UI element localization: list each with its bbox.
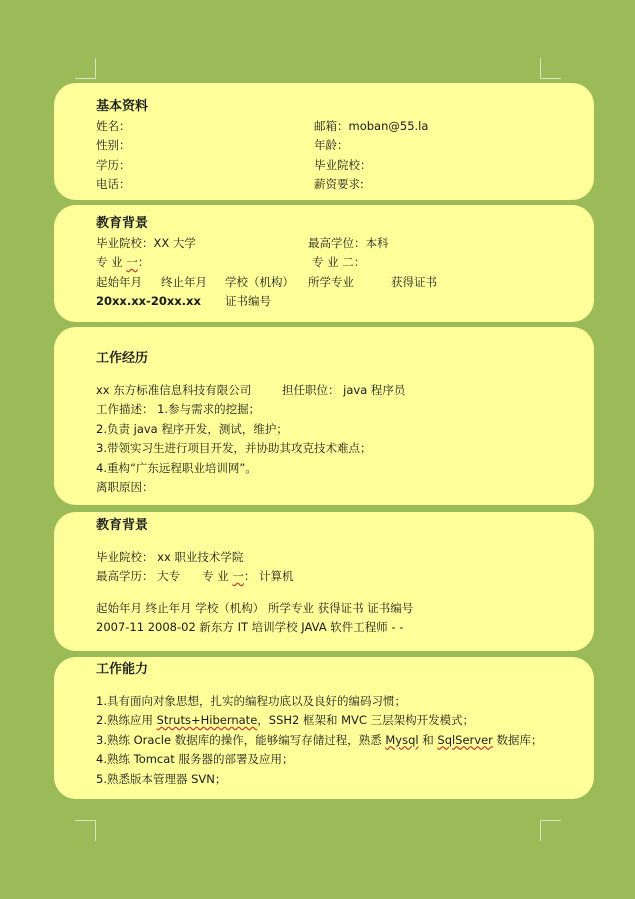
skill-item: 4.熟练 Tomcat 服务器的部署及应用； — [96, 752, 294, 766]
skill-item: 1.具有面向对象思想，扎实的编程功底以及良好的编码习惯； — [96, 693, 406, 708]
school-field: 毕业院校： — [314, 157, 372, 172]
edu2-header-row: 起始年月 终止年月 学校（机构） 所学专业 获得证书 证书编号 — [96, 600, 414, 615]
cert-number: 证书编号 — [225, 294, 271, 308]
col-major: 所学专业 — [308, 274, 354, 289]
section-title: 工作能力 — [96, 662, 149, 677]
education-section-1 — [54, 205, 594, 322]
skill-item: 2.熟练应用 Struts+Hibernate，SSH2 框架和 MVC 三层架构开发模式； — [96, 713, 475, 727]
education-section-2 — [54, 512, 594, 651]
edu-major-2: 专 业 二： — [312, 255, 366, 269]
work-experience-section — [54, 327, 594, 505]
skill-item: 5.熟悉版本管理器 SVN； — [96, 771, 227, 786]
corner-mark-top-left — [75, 58, 96, 79]
age-field: 年龄： — [314, 138, 349, 152]
col-start: 起始年月 — [96, 274, 142, 289]
edu2-school: 毕业院校： xx 职业技术学院 — [96, 549, 244, 564]
gender-field: 性别： — [96, 138, 131, 152]
section-title: 基本资料 — [96, 99, 149, 114]
section-title: 教育背景 — [96, 216, 149, 231]
skills-section — [54, 657, 594, 799]
corner-mark-bottom-left — [75, 820, 96, 841]
section-title: 教育背景 — [96, 518, 149, 533]
edu-degree: 最高学位：本科 — [308, 235, 389, 250]
email-field: 邮箱：moban@55.la — [314, 118, 429, 133]
corner-mark-top-right — [540, 58, 561, 79]
name-field: 姓名： — [96, 118, 131, 133]
corner-mark-bottom-right — [540, 820, 561, 841]
edu-major-1: 专 业 一： — [96, 255, 150, 269]
edu2-data-row: 2007-11 2008-02 新东方 IT 培训学校 JAVA 软件工程师 - - — [96, 620, 404, 634]
skill-item: 3.熟练 Oracle 数据库的操作，能够编写存储过程，熟悉 Mysql 和 SqlServer 数据库； — [96, 732, 543, 747]
position: 担任职位： java 程序员 — [282, 382, 406, 397]
work-desc-3: 3.带领实习生进行项目开发，并协助其攻克技术难点； — [96, 441, 372, 455]
edu-school: 毕业院校：XX 大学 — [96, 235, 196, 250]
salary-field: 薪资要求: — [314, 177, 364, 191]
education-field: 学历： — [96, 157, 131, 172]
leave-reason: 离职原因： — [96, 480, 154, 494]
phone-field: 电话： — [96, 177, 131, 191]
basic-info-section — [54, 83, 594, 200]
work-desc-1: 工作描述： 1.参与需求的挖掘； — [96, 402, 261, 416]
col-school: 学校（机构） — [225, 274, 294, 289]
section-title: 工作经历 — [96, 351, 149, 366]
work-desc-2: 2.负责 java 程序开发，测试，维护； — [96, 421, 288, 436]
col-cert: 获得证书 — [391, 274, 437, 289]
edu-dates: 20xx.xx-20xx.xx — [96, 294, 201, 308]
company-name: xx 东方标准信息科技有限公司 — [96, 382, 252, 397]
col-end: 终止年月 — [161, 274, 207, 289]
work-desc-4: 4.重构“广东远程职业培训网”。 — [96, 460, 257, 475]
edu2-degree-major: 最高学历： 大专 专 业 一： 计算机 — [96, 569, 294, 583]
